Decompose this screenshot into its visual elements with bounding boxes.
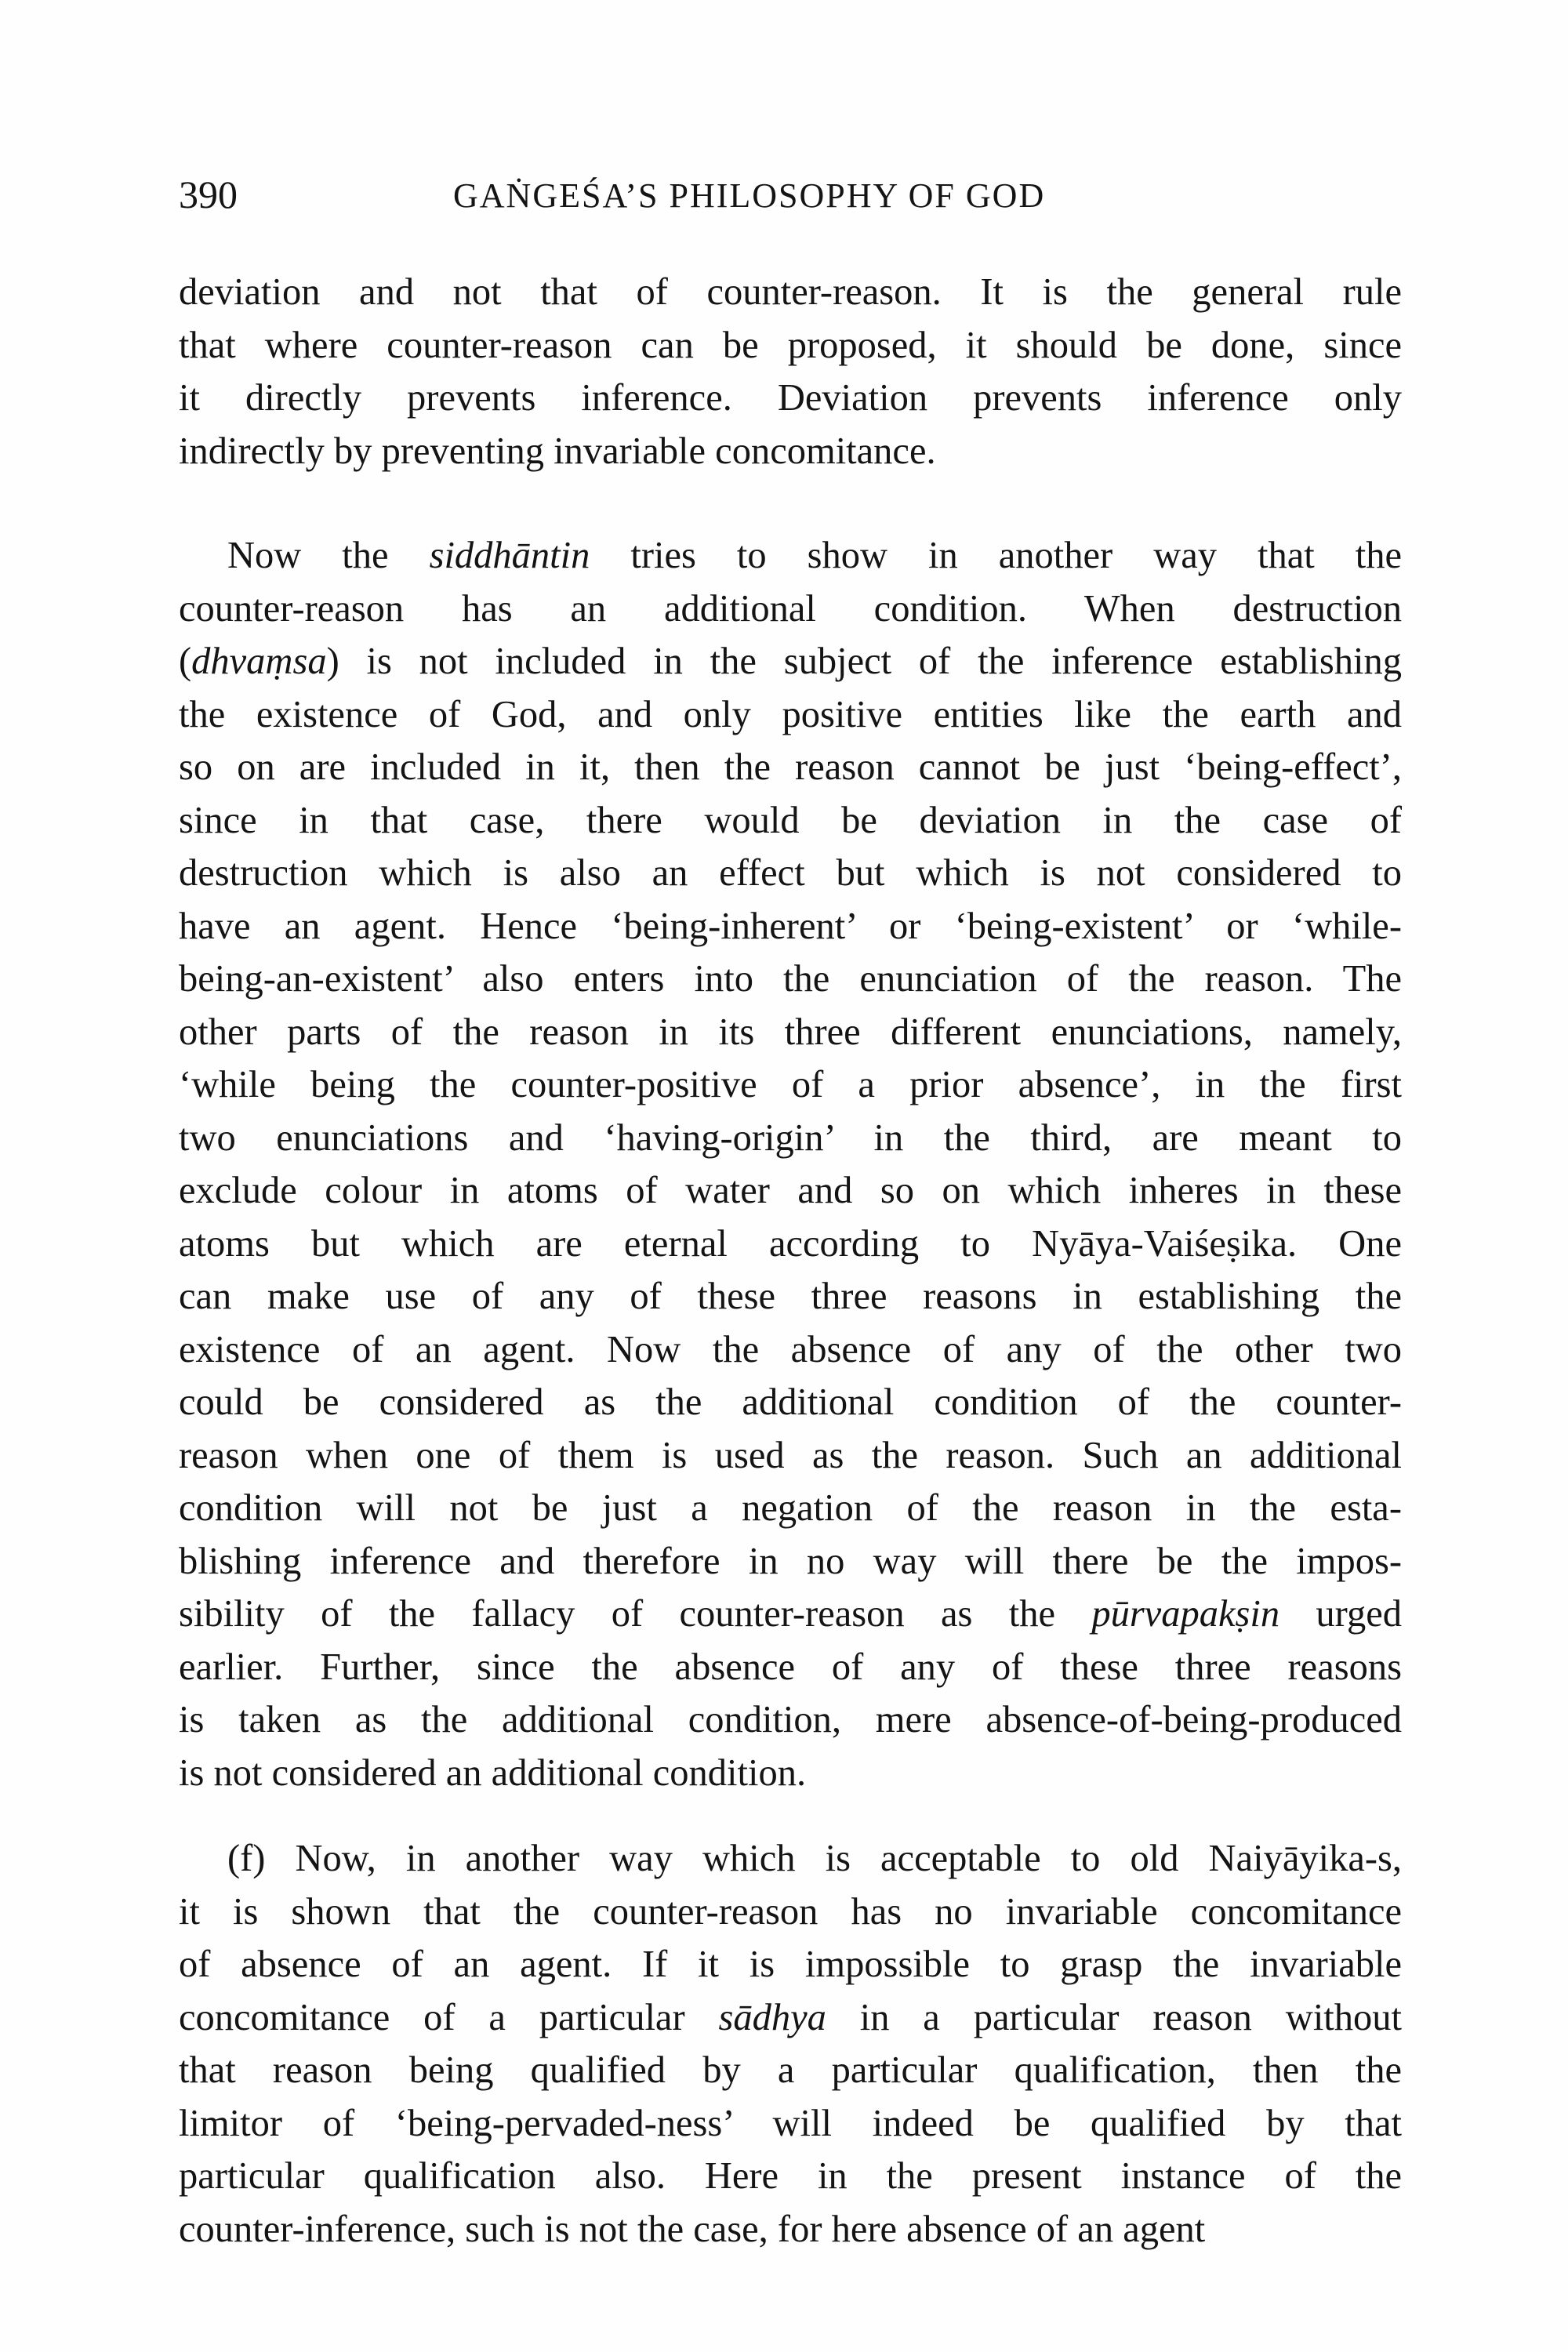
text-run: counter-reason has an additional condition. When destruction bbox=[179, 587, 1402, 630]
text-run: of absence of an agent. If it is impossible to grasp the invariable bbox=[179, 1944, 1402, 1985]
text-run: ( bbox=[179, 641, 192, 682]
text-run: condition will not be just a negation of the reason in the esta- bbox=[179, 1487, 1402, 1529]
text-run: in a particular reason without bbox=[826, 1996, 1402, 2038]
text-run: counter-inference, such is not the case, for here absence of an agent bbox=[179, 2208, 1206, 2250]
text-run: Now the bbox=[227, 535, 430, 576]
text-line bbox=[179, 426, 1402, 477]
text-line bbox=[179, 2204, 1402, 2256]
text-run: other parts of the reason in its three different enunciations, namely, bbox=[179, 1011, 1402, 1053]
text-line bbox=[179, 372, 1402, 424]
italic-term: pūrvapakṣin bbox=[1091, 1593, 1280, 1635]
text-line bbox=[179, 320, 1402, 372]
text-run: deviation and not that of counter-reason. It is the general rule bbox=[179, 271, 1402, 313]
text-run: sibility of the fallacy of counter-reason as the bbox=[179, 1593, 1092, 1635]
text-run: tries to show in another way that the bbox=[590, 535, 1402, 576]
text-line bbox=[179, 2151, 1402, 2202]
text-line bbox=[179, 742, 1402, 793]
italic-term: siddhāntin bbox=[429, 535, 590, 576]
text-run: the existence of God, and only positive entities like the earth and bbox=[179, 693, 1402, 735]
text-run: atoms but which are eternal according to Nyāya-Vaiśeṣika. One bbox=[179, 1222, 1402, 1265]
text-run: is taken as the additional condition, mere absence-of-being-produced bbox=[179, 1699, 1402, 1740]
text-run: earlier. Further, since the absence of any of these three reasons bbox=[179, 1646, 1402, 1688]
text-line bbox=[179, 689, 1402, 741]
text-line bbox=[179, 2098, 1402, 2150]
italic-term: sādhya bbox=[718, 1996, 826, 2038]
text-line bbox=[179, 1007, 1402, 1058]
text-line bbox=[179, 583, 1402, 635]
text-line bbox=[179, 636, 1402, 688]
text-line bbox=[179, 1588, 1402, 1640]
text-run: have an agent. Hence ‘being-inherent’ or ‘being-existent’ or ‘while- bbox=[179, 905, 1402, 947]
text-line bbox=[179, 2045, 1402, 2096]
text-run: is not considered an additional condition. bbox=[179, 1751, 807, 1794]
text-run: blishing inference and therefore in no way will there be the impos- bbox=[179, 1540, 1402, 1582]
text-run: being-an-existent’ also enters into the enunciation of the reason. The bbox=[179, 958, 1402, 1000]
text-run: destruction which is also an effect but which is not considered to bbox=[179, 852, 1402, 894]
text-line bbox=[179, 1483, 1402, 1534]
text-run: concomitance of a particular bbox=[179, 1996, 719, 2038]
text-line bbox=[179, 1642, 1402, 1693]
text-line bbox=[179, 848, 1402, 899]
running-head bbox=[179, 171, 1402, 218]
text-run: two enunciations and ‘having-origin’ in the third, are meant to bbox=[179, 1116, 1402, 1159]
text-line bbox=[179, 1886, 1402, 1938]
text-line bbox=[227, 1833, 1402, 1885]
text-line bbox=[179, 1324, 1402, 1376]
text-line bbox=[179, 1271, 1402, 1323]
text-run: exclude colour in atoms of water and so on which inheres in these bbox=[179, 1170, 1402, 1211]
text-run: it directly prevents inference. Deviation prevents inference only bbox=[179, 377, 1402, 419]
text-run: so on are included in it, then the reason cannot be just ‘being-effect’, bbox=[179, 746, 1402, 788]
text-line bbox=[179, 1992, 1402, 2044]
text-line bbox=[179, 1748, 1402, 1799]
text-run: reason when one of them is used as the reason. Such an additional bbox=[179, 1434, 1402, 1476]
text-line bbox=[179, 1430, 1402, 1482]
text-line bbox=[179, 1694, 1402, 1746]
text-line bbox=[179, 1377, 1402, 1428]
text-run: ‘while being the counter-positive of a prior absence’, in the first bbox=[179, 1064, 1402, 1105]
text-run: it is shown that the counter-reason has no invariable concomitance bbox=[179, 1890, 1402, 1933]
text-run: limitor of ‘being-pervaded-ness’ will indeed be qualified by that bbox=[179, 2102, 1402, 2144]
text-run: that reason being qualified by a particular qualification, then the bbox=[179, 2049, 1402, 2091]
text-line bbox=[179, 267, 1402, 318]
text-line bbox=[179, 1939, 1402, 1991]
text-run: particular qualification also. Here in the present instance of the bbox=[179, 2155, 1402, 2197]
text-run: (f) Now, in another way which is acceptable to old Naiyāyika-s, bbox=[227, 1838, 1402, 1879]
text-line bbox=[179, 901, 1402, 953]
text-line bbox=[179, 953, 1402, 1005]
page-number: 390 bbox=[179, 172, 238, 216]
running-head-title: GAṄGEŚA’S PHILOSOPHY OF GOD bbox=[453, 176, 1046, 215]
text-line bbox=[179, 1218, 1402, 1270]
text-line bbox=[179, 1059, 1402, 1111]
text-run: existence of an agent. Now the absence of any of the other two bbox=[179, 1328, 1402, 1370]
text-run: ) is not included in the subject of the inference establishing bbox=[326, 641, 1402, 682]
text-line bbox=[179, 1536, 1402, 1588]
text-line bbox=[179, 1112, 1402, 1164]
italic-term: dhvaṃsa bbox=[191, 641, 327, 682]
text-line bbox=[179, 1165, 1402, 1217]
text-run: indirectly by preventing invariable concomitance. bbox=[179, 430, 936, 472]
text-line bbox=[179, 795, 1402, 847]
text-run: could be considered as the additional condition of the counter- bbox=[179, 1381, 1402, 1423]
text-line bbox=[227, 530, 1402, 582]
text-run: since in that case, there would be deviation in the case of bbox=[179, 799, 1402, 841]
text-run: that where counter-reason can be proposed, it should be done, since bbox=[179, 324, 1402, 366]
text-run: can make use of any of these three reasons in establishing the bbox=[179, 1276, 1402, 1317]
text-run: urged bbox=[1279, 1593, 1402, 1635]
